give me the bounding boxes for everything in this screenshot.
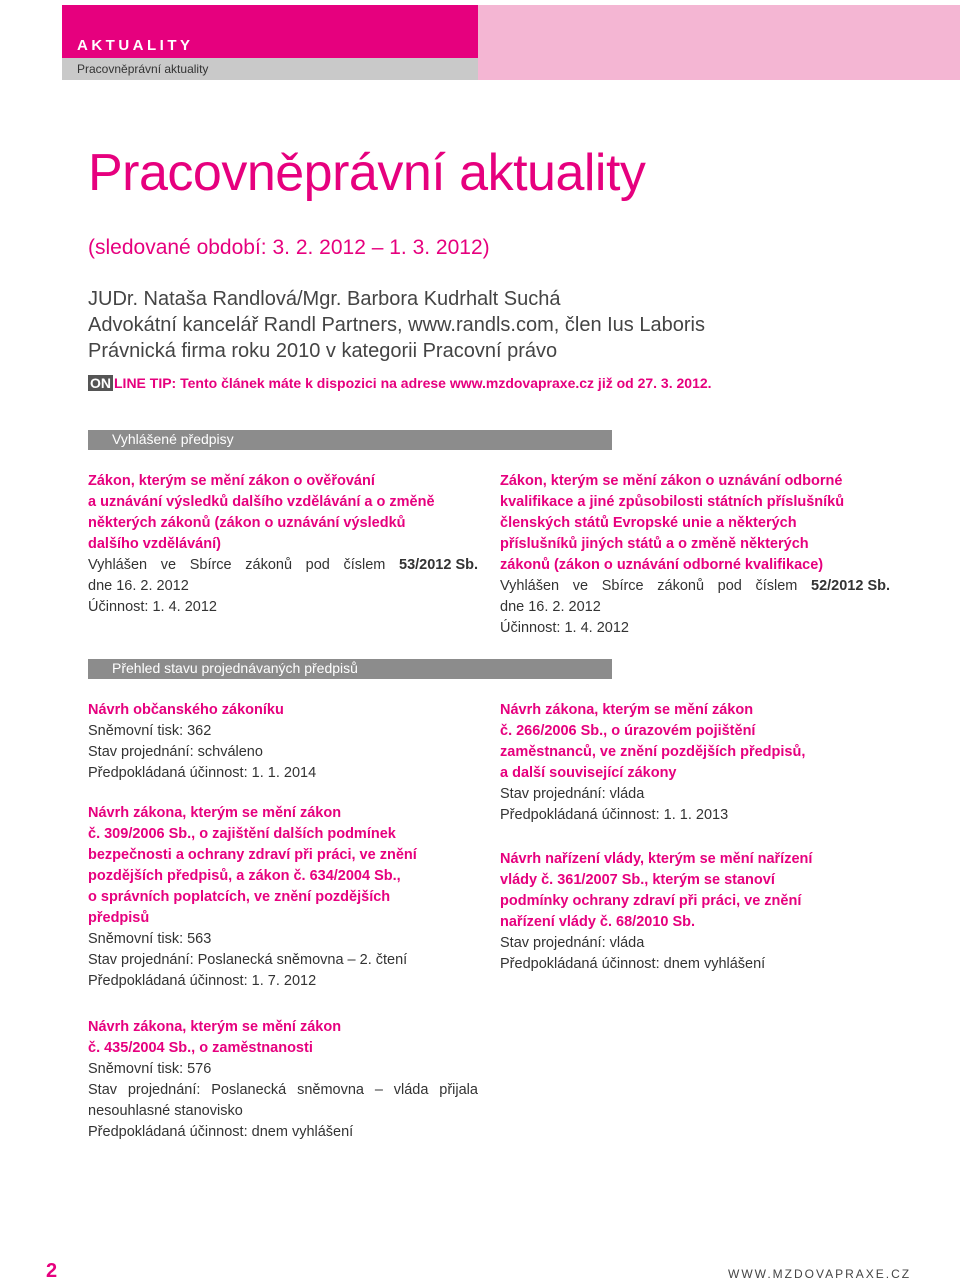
word: sněmovna — [297, 1082, 364, 1098]
bill-line: Stav projednání: schváleno — [88, 744, 263, 760]
author-line: JUDr. Nataša Randlová/Mgr. Barbora Kudrhalt Suchá — [88, 288, 561, 310]
bill-line: Stav projednání: vláda — [500, 935, 645, 951]
word: pod — [305, 557, 330, 573]
bill-line: Předpokládaná účinnost: 1. 7. 2012 — [88, 973, 317, 989]
page-title: Pracovněprávní aktuality — [88, 144, 646, 202]
law-heading-line: některých zákonů (zákon o uznávání výsledků — [88, 515, 406, 531]
bill-line: Sněmovní tisk: 362 — [88, 723, 212, 739]
author-line: Právnická firma roku 2010 v kategorii Pracovní právo — [88, 340, 558, 362]
bill-heading-line: č. 266/2006 Sb., o úrazovém pojištění — [500, 723, 756, 739]
word: zákonů — [657, 578, 705, 594]
law-item-left — [88, 471, 478, 618]
bill-heading-line: zaměstnanců, ve znění pozdějších předpisů, — [500, 744, 806, 760]
bill-line: Sněmovní tisk: 576 — [88, 1061, 212, 1077]
bill-line: Předpokládaná účinnost: dnem vyhlášení — [88, 1124, 354, 1140]
online-tip-text: LINE TIP: Tento článek máte k dispozici na adrese www.mzdovapraxe.cz již od 27. 3. 2012. — [114, 375, 712, 391]
bill-heading-line: předpisů — [88, 910, 150, 926]
stav-line — [88, 1080, 478, 1101]
bill-line: Předpokládaná účinnost: 1. 1. 2013 — [500, 807, 729, 823]
bill-heading-line: nařízení vlády č. 68/2010 Sb. — [500, 914, 696, 930]
law-heading-line: příslušníků jiných států a o změně některých — [500, 536, 809, 552]
footer-url: WWW.MZDOVAPRAXE.CZ — [728, 1267, 912, 1281]
bill-item-2 — [88, 803, 417, 992]
word: Vyhlášen — [88, 557, 148, 573]
authors — [88, 286, 705, 364]
bill-line: Sněmovní tisk: 563 — [88, 931, 212, 947]
word: zákonů — [245, 557, 293, 573]
word: pod — [717, 578, 742, 594]
law-heading-line: kvalifikace a jiné způsobilosti státních příslušníků — [500, 494, 845, 510]
dne-line: dne 16. 2. 2012 — [500, 599, 601, 615]
word: přijala — [439, 1082, 478, 1098]
bill-item-5 — [500, 849, 812, 975]
bill-line: nesouhlasné stanovisko — [88, 1103, 243, 1119]
section-label: AKTUALITY — [77, 37, 194, 54]
section-bar-prehled — [88, 659, 612, 679]
vyhlasen-line — [500, 576, 890, 597]
header-subtitle: Pracovněprávní aktuality — [77, 62, 209, 76]
bill-item-4 — [500, 700, 805, 826]
law-heading-line: a uznávání výsledků dalšího vzdělávání a o změně — [88, 494, 435, 510]
bill-item-1 — [88, 700, 316, 784]
bill-heading-line: vlády č. 361/2007 Sb., kterým se stanoví — [500, 872, 775, 888]
bill-heading-line: bezpečnosti a ochrany zdraví při práci, ve znění — [88, 847, 417, 863]
word: 52/2012 Sb. — [811, 578, 890, 594]
word: Vyhlášen — [500, 578, 560, 594]
bill-line: Předpokládaná účinnost: dnem vyhlášení — [500, 956, 766, 972]
header-band-light — [478, 5, 960, 80]
bill-line: Předpokládaná účinnost: 1. 1. 2014 — [88, 765, 317, 781]
page-number: 2 — [46, 1260, 58, 1282]
word: projednání: — [127, 1082, 201, 1098]
bill-item-3 — [88, 1017, 478, 1143]
online-badge: ON — [90, 375, 111, 391]
law-heading-line: Zákon, kterým se mění zákon o ověřování — [88, 473, 375, 489]
online-tip — [88, 375, 712, 391]
law-heading-line: dalšího vzdělávání) — [88, 536, 221, 552]
word: ve — [572, 578, 589, 594]
law-heading-line: zákonů (zákon o uznávání odborné kvalifikace) — [500, 557, 824, 573]
word: Sbírce — [601, 578, 644, 594]
bill-heading-line: Návrh zákona, kterým se mění zákon — [500, 702, 754, 718]
bill-heading-line: Návrh nařízení vlády, kterým se mění nařízení — [500, 851, 813, 867]
bill-heading-line: podmínky ochrany zdraví při práci, ve znění — [500, 893, 802, 909]
word: vláda — [393, 1082, 429, 1098]
author-line: Advokátní kancelář Randl Partners, www.randls.com, člen Ius Laboris — [88, 314, 705, 336]
word: Poslanecká — [211, 1082, 287, 1098]
bill-heading-line: pozdějších předpisů, a zákon č. 634/2004 Sb., — [88, 868, 401, 884]
bill-heading-line: Návrh zákona, kterým se mění zákon — [88, 805, 342, 821]
bill-heading-line: o správních poplatcích, ve znění pozdějších — [88, 889, 391, 905]
word: – — [374, 1082, 383, 1098]
section-title: Přehled stavu projednávaných předpisů — [112, 660, 358, 676]
ucinnost-line: Účinnost: 1. 4. 2012 — [88, 599, 217, 615]
dne-line: dne 16. 2. 2012 — [88, 578, 189, 594]
word: 53/2012 Sb. — [399, 557, 478, 573]
word: číslem — [755, 578, 798, 594]
word: Sbírce — [189, 557, 232, 573]
word: Stav — [88, 1082, 118, 1098]
bill-heading-line: Návrh občanského zákoníku — [88, 702, 284, 718]
bill-heading-line: č. 309/2006 Sb., o zajištění dalších podmínek — [88, 826, 396, 842]
bill-line: Stav projednání: Poslanecká sněmovna – 2. čtení — [88, 952, 408, 968]
vyhlasen-line — [88, 555, 478, 576]
section-bar-vyhlasene — [88, 430, 612, 450]
bill-heading-line: Návrh zákona, kterým se mění zákon — [88, 1019, 342, 1035]
law-item-right — [500, 471, 890, 639]
law-heading-line: členských států Evropské unie a některých — [500, 515, 797, 531]
period: (sledované období: 3. 2. 2012 – 1. 3. 2012) — [88, 236, 490, 259]
law-heading-line: Zákon, kterým se mění zákon o uznávání odborné — [500, 473, 843, 489]
word: číslem — [343, 557, 386, 573]
bill-heading-line: a další související zákony — [500, 765, 677, 781]
word: ve — [160, 557, 177, 573]
bill-heading-line: č. 435/2004 Sb., o zaměstnanosti — [88, 1040, 313, 1056]
section-title: Vyhlášené předpisy — [112, 431, 234, 447]
ucinnost-line: Účinnost: 1. 4. 2012 — [500, 620, 629, 636]
bill-line: Stav projednání: vláda — [500, 786, 645, 802]
